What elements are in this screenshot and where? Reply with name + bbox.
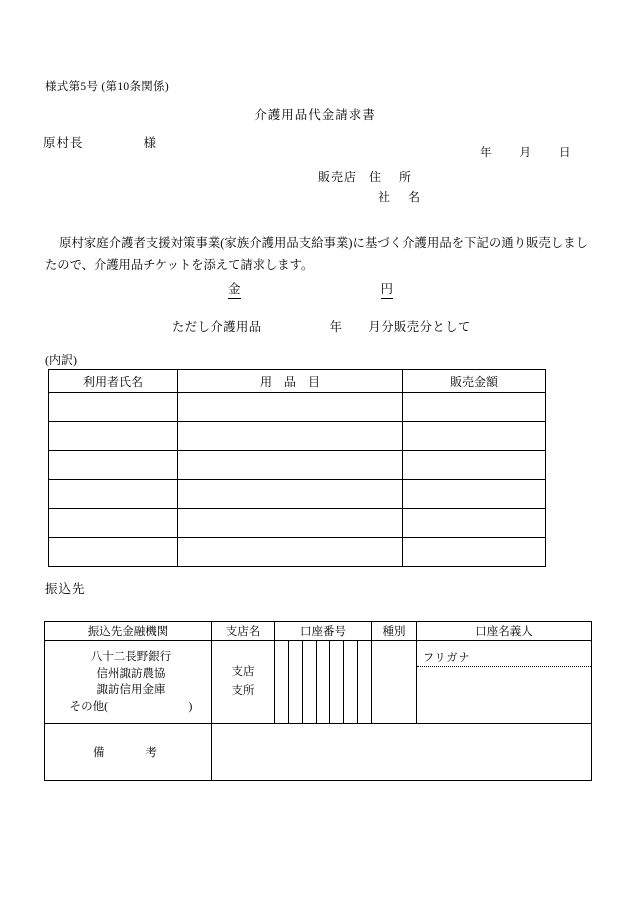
- remarks-input[interactable]: [212, 724, 592, 781]
- cell-item[interactable]: [178, 538, 403, 567]
- note-text: ただし介護用品: [172, 320, 262, 334]
- transfer-header-holder: 口座名義人: [417, 622, 592, 641]
- seller-company-label: 社 名: [378, 190, 424, 204]
- account-type-input[interactable]: [372, 641, 417, 724]
- cell-amount[interactable]: [403, 393, 546, 422]
- cell-amount[interactable]: [403, 538, 546, 567]
- account-digit-7[interactable]: [358, 641, 371, 723]
- items-header-amount: 販売金額: [403, 370, 546, 393]
- cell-item[interactable]: [178, 509, 403, 538]
- cell-item[interactable]: [178, 393, 403, 422]
- transfer-body-row: [45, 641, 592, 724]
- form-number: 様式第5号 (第10条関係): [45, 81, 169, 93]
- transfer-section-label: 振込先: [45, 582, 86, 596]
- remarks-row: [45, 724, 592, 781]
- cell-amount[interactable]: [403, 480, 546, 509]
- table-row: [49, 480, 546, 509]
- table-row: [49, 393, 546, 422]
- account-digit-5[interactable]: [330, 641, 344, 723]
- items-header-name: 利用者氏名: [49, 370, 178, 393]
- transfer-header-type: 種別: [372, 622, 417, 641]
- date-day: 日: [559, 147, 571, 159]
- transfer-table: [44, 621, 592, 781]
- transfer-header-row: [45, 622, 592, 641]
- institution-option-2[interactable]: 信州諏訪農協: [96, 667, 166, 680]
- body-text: 原村家庭介護者支援対策事業(家族介護用品支給事業)に基づく介護用品を下記の通り販売しましたので、介護用品チケットを添えて請求します。: [45, 236, 588, 272]
- transfer-header-account-number: 口座番号: [275, 622, 372, 641]
- branch-options[interactable]: [212, 641, 275, 724]
- cell-amount[interactable]: [403, 509, 546, 538]
- page-title: 介護用品代金請求書: [254, 108, 376, 122]
- addressee-name: 原村長: [43, 136, 84, 150]
- account-digit-grid: [275, 641, 371, 723]
- seller-label: 販売店: [318, 170, 358, 184]
- cell-name[interactable]: [49, 393, 178, 422]
- cell-name[interactable]: [49, 422, 178, 451]
- note-line: [172, 317, 471, 335]
- addressee-honorific: 様: [143, 136, 158, 150]
- account-digit-1[interactable]: [275, 641, 289, 723]
- date-month: 月: [519, 147, 531, 159]
- table-row: [49, 422, 546, 451]
- table-row: [49, 509, 546, 538]
- branch-option-1[interactable]: 支店: [231, 666, 255, 678]
- cell-item[interactable]: [178, 422, 403, 451]
- transfer-header-branch: 支店名: [212, 622, 275, 641]
- amount-prefix: 金: [228, 279, 241, 299]
- note-month-tail: 月分販売分として: [368, 320, 471, 334]
- institution-option-1[interactable]: 八十二長野銀行: [90, 651, 172, 663]
- account-digit-2[interactable]: [289, 641, 303, 723]
- body-paragraph: [45, 232, 588, 276]
- cell-amount[interactable]: [403, 422, 546, 451]
- holder-cell: [417, 641, 592, 724]
- items-table: [48, 369, 546, 567]
- institution-options[interactable]: [45, 641, 212, 724]
- addressee-line: [43, 133, 157, 151]
- remarks-label: 備 考: [45, 724, 212, 781]
- account-digit-3[interactable]: [303, 641, 317, 723]
- account-number-input[interactable]: [275, 641, 372, 724]
- seller-address-row: [318, 167, 423, 187]
- cell-item[interactable]: [178, 480, 403, 509]
- breakdown-label: (内訳): [45, 353, 77, 367]
- amount-row: [228, 279, 393, 299]
- cell-name[interactable]: [49, 538, 178, 567]
- holder-name-input[interactable]: [417, 667, 591, 717]
- cell-name[interactable]: [49, 480, 178, 509]
- table-row: [49, 451, 546, 480]
- items-header-item: 用 品 目: [178, 370, 403, 393]
- date-line: [480, 144, 571, 160]
- date-year: 年: [480, 147, 492, 159]
- seller-address-label: 住 所: [369, 170, 415, 184]
- cell-name[interactable]: [49, 509, 178, 538]
- transfer-header-institution: 振込先金融機関: [45, 622, 212, 641]
- table-row: [49, 538, 546, 567]
- holder-furigana-label: フリガナ: [417, 648, 591, 667]
- institution-option-4[interactable]: その他( ): [69, 700, 193, 713]
- seller-company-row: [366, 187, 423, 207]
- seller-block: [318, 167, 423, 207]
- cell-amount[interactable]: [403, 451, 546, 480]
- account-digit-4[interactable]: [317, 641, 331, 723]
- note-year: 年: [329, 320, 343, 334]
- cell-item[interactable]: [178, 451, 403, 480]
- items-table-header-row: [49, 370, 546, 393]
- amount-suffix: 円: [381, 279, 394, 299]
- cell-name[interactable]: [49, 451, 178, 480]
- institution-option-3[interactable]: 諏訪信用金庫: [96, 684, 166, 696]
- branch-option-2[interactable]: 支所: [231, 685, 255, 697]
- account-digit-6[interactable]: [344, 641, 358, 723]
